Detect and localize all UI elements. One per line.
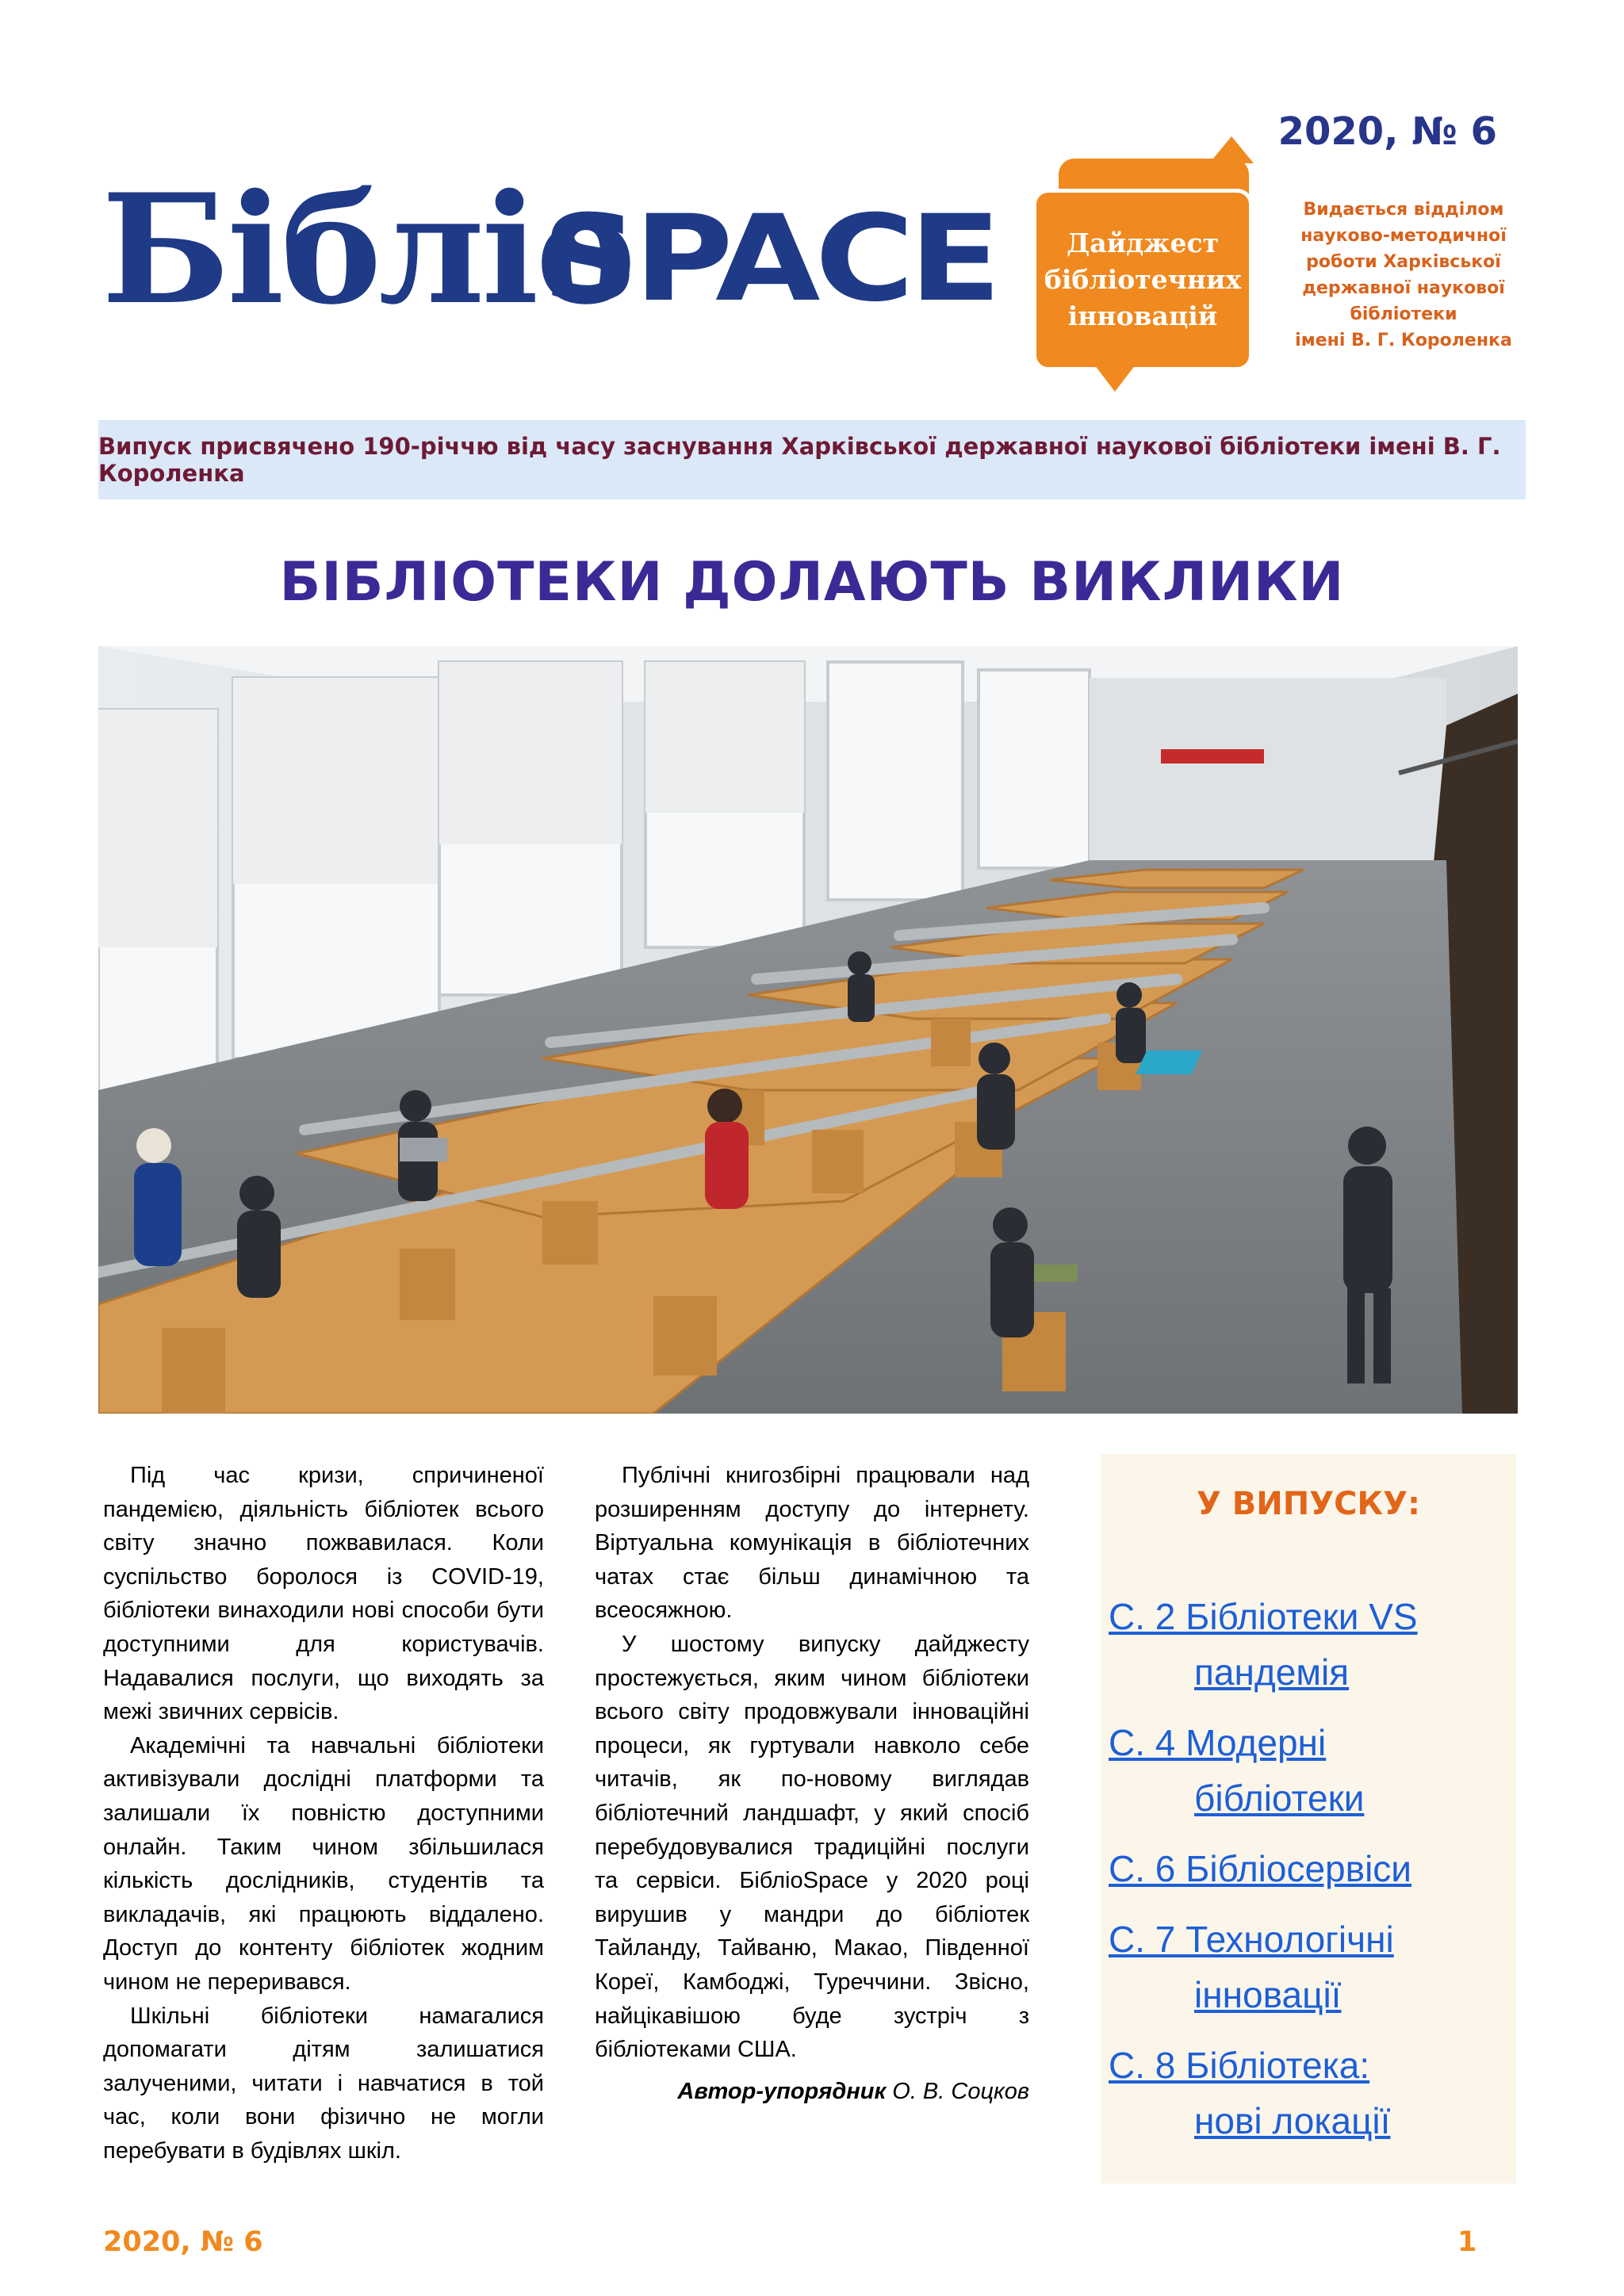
contents-link-line: нові локації: [1194, 2100, 1391, 2141]
contents-link-line: бібліотеки: [1194, 1777, 1365, 1819]
issue-number: 2020, № 6: [1277, 109, 1497, 154]
footer-issue: 2020, № 6: [103, 2226, 263, 2258]
digest-badge-text: Дайджест бібліотечних інновацій: [1044, 228, 1242, 331]
contents-link-line: інновації: [1194, 1974, 1342, 2015]
paragraph: Шкільні бібліотеки намагалися допомагати дітям залишатися залученими, читати і навчатися в той час, коли вони фізично не могли перебувати в будівлях шкіл.: [103, 2003, 544, 2164]
contents-link-tech-innovations[interactable]: [1109, 1911, 1513, 2022]
paragraph: Академічні та навчальні бібліотеки активізували дослідні платформи та залишали їх повністю доступними онлайн. Таким чином збільшилася кількість дослідників, студентів та викладачів, які працюють віддалено. Доступ до контенту бібліотек жодним чином не переривався.: [103, 1732, 544, 1995]
sidebar-title: У ВИПУСКУ:: [1197, 1486, 1420, 1522]
author-label: Автор-упорядник: [677, 2078, 887, 2104]
paragraph: Під час кризи, спричиненої пандемією, діяльність бібліотек всього світу значно пожвавилася. Коли суспільство боролося із COVID-19, бібліотеки винаходили нові способи бути доступними для користувачів. Надавалися послуги, що виходять за межі звичних сервісів.: [103, 1463, 544, 1725]
publisher-info: Видається відділом науково-методичної роботи Харківської державної наукової бібліотеки імені В. Г. Короленка: [1295, 200, 1512, 350]
article-column-1: [103, 1459, 544, 2168]
paragraph: У шостому випуску дайджесту простежується, яким чином бібліотеки всього світу продовжували інноваційні процеси, як гуртували навколо себе читачів, як по-новому виглядав бібліотечний ландшафт, у який спосіб перебудовувалися традиційні послуги та сервіси. БібліоSpace у 2020 році вирушив у мандри до бібліотек Тайланду, Тайваню, Макао, Південної Кореї, Камбоджі, Туреччини. Звісно, найцікавішою буде зустріч з бібліотеками США.: [595, 1631, 1029, 2063]
contents-list: [1109, 1589, 1513, 2164]
digest-badge: [1032, 189, 1253, 371]
page-number: 1: [1457, 2226, 1477, 2258]
paragraph: Публічні книгозбірні працювали над розширенням доступу до інтернету. Віртуальна комунікація в бібліотечних чатах стає більш динамічною та всеосяжною.: [595, 1463, 1029, 1624]
contents-link-pandemic[interactable]: [1109, 1589, 1513, 1700]
author-name: О. В. Соцков: [886, 2078, 1029, 2104]
author-line: [595, 2075, 1029, 2109]
logo: [102, 161, 1053, 365]
contents-link-line: С. 7 Технологічні: [1109, 1919, 1394, 1960]
article-column-2: [595, 1459, 1029, 2108]
contents-link-new-locations[interactable]: [1109, 2038, 1513, 2149]
contents-link-line: С. 4 Модерні: [1109, 1722, 1327, 1763]
dedication-banner: [98, 420, 1526, 499]
contents-link-services[interactable]: [1109, 1841, 1513, 1896]
contents-link-line: пандемія: [1194, 1651, 1350, 1693]
speech-bubble-tail: [1094, 365, 1136, 392]
library-reading-room-photo: [98, 646, 1518, 1414]
page-title: БІБЛІОТЕКИ ДОЛАЮТЬ ВИКЛИКИ: [279, 551, 1345, 614]
dedication-text: Випуск присвячено 190-річчю від часу заснування Харківської державної наукової бібліотеки імені В. Г. Короленка: [98, 433, 1501, 487]
speech-bubble-tail-back: [1209, 136, 1254, 163]
logo-space-text: SPACE: [542, 190, 997, 328]
issue-contents-sidebar: [1101, 1454, 1516, 2183]
contents-link-modern-libraries[interactable]: [1109, 1715, 1513, 1826]
contents-link-line: С. 8 Бібліотека:: [1109, 2045, 1370, 2086]
logo-biblio-text: Бібліо: [102, 161, 634, 338]
contents-link-line: С. 6 Бібліосервіси: [1109, 1848, 1411, 1889]
contents-link-line: С. 2 Бібліотеки VS: [1109, 1596, 1418, 1637]
